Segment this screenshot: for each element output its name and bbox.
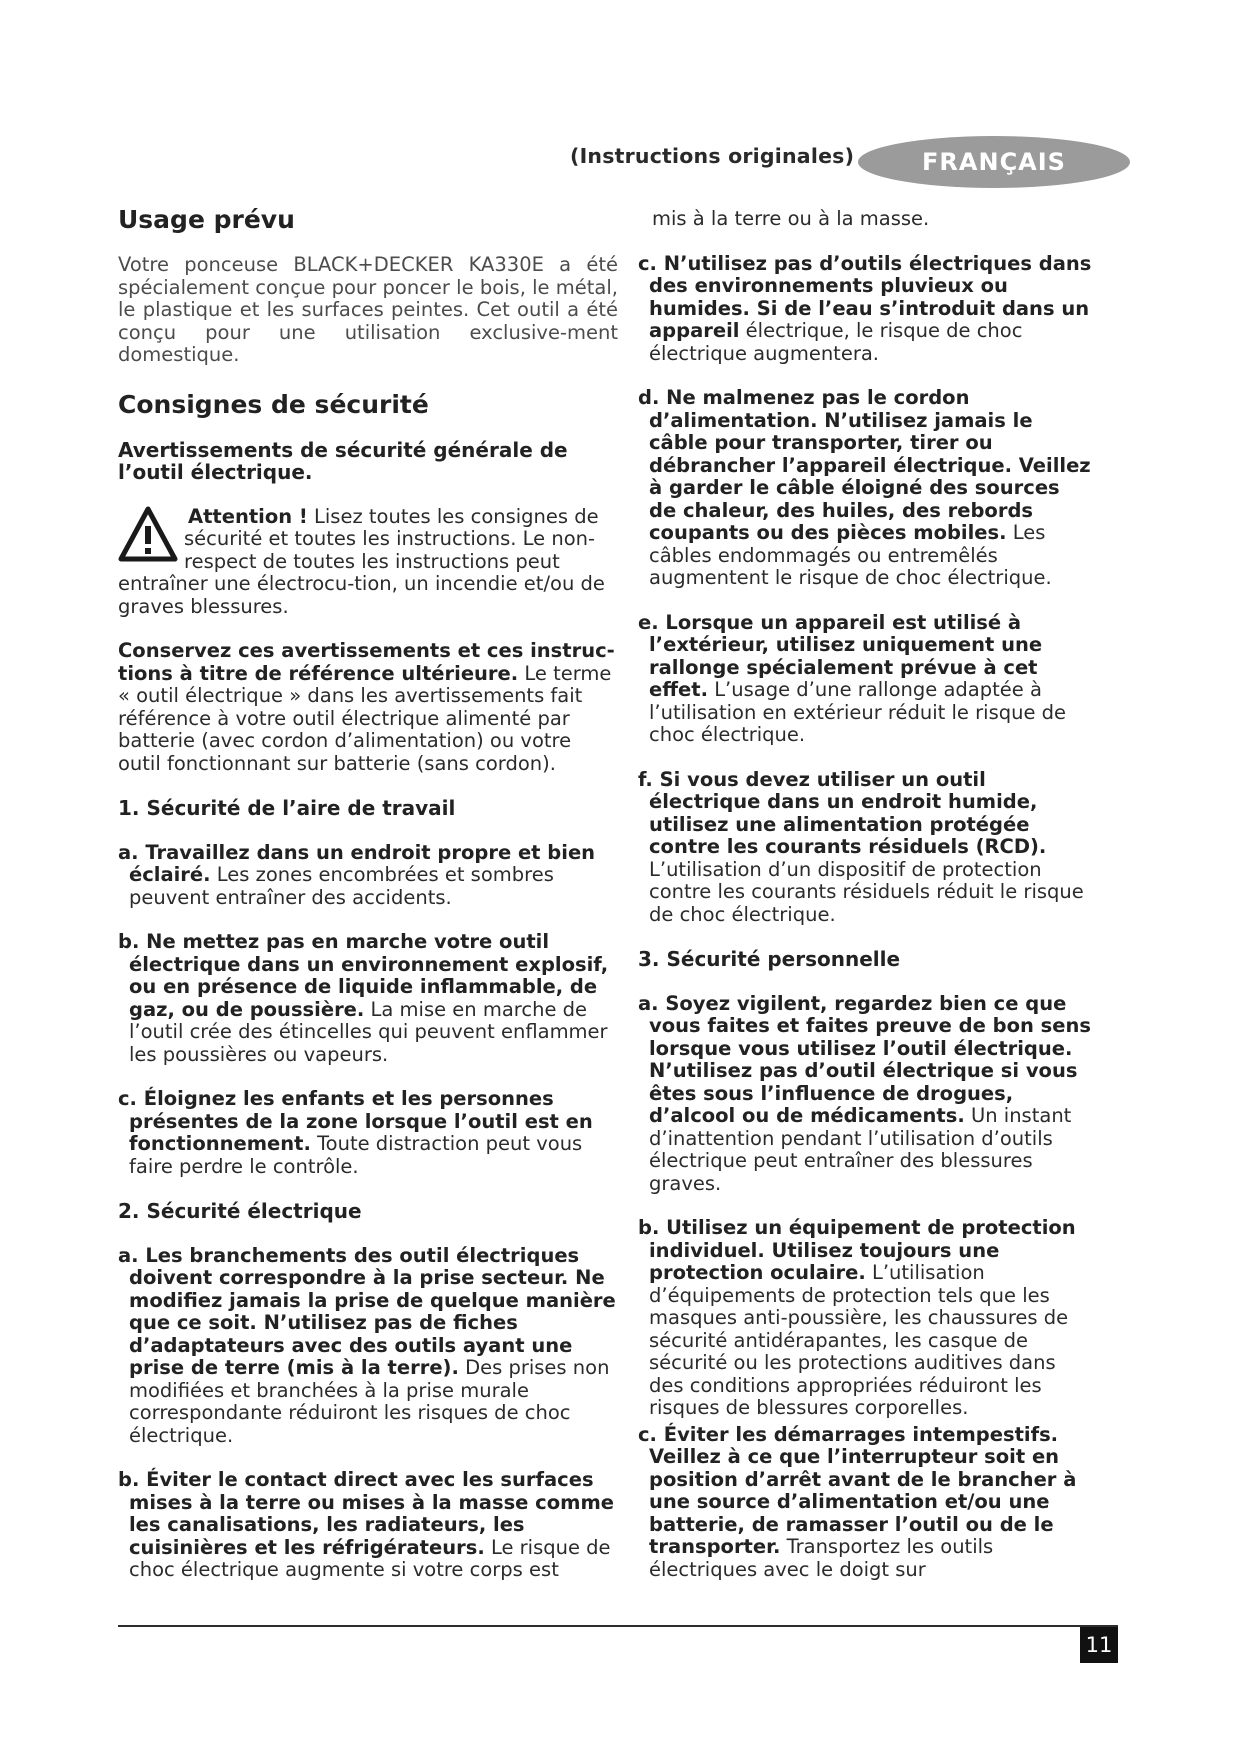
s2-item-e (638, 612, 1093, 747)
section-2-title: 2. Sécurité électrique (118, 1199, 362, 1223)
s1-item-b-text: La mise en marche de l’outil crée des étincelles qui peuvent enflammer les poussières ou vapeurs. (129, 997, 608, 1066)
s1-item-a-text: Les zones encombrées et sombres peuvent entraîner des accidents. (129, 863, 554, 909)
s3-item-a-text: Un instant d’inattention pendant l’utilisation d’outils électrique peut entraîner des blessures graves. (649, 1104, 1072, 1195)
s2-item-c-text: électrique, le risque de choc électrique augmentera. (649, 319, 1023, 365)
original-instructions-label: (Instructions originales) (570, 144, 855, 168)
general-warning-heading: Avertissements de sécurité générale de l’outil électrique. (118, 437, 568, 484)
s2-item-c (638, 253, 1093, 366)
s1-item-b (118, 931, 618, 1066)
s2-item-f (638, 769, 1093, 927)
warning-triangle-icon (118, 506, 178, 562)
s1-item-a (118, 842, 618, 910)
safety-title: Consignes de sécurité (118, 389, 429, 419)
s2-item-f-bold: f. Si vous devez utiliser un outil électrique dans un endroit humide, utilisez une alimentation protégée contre les courants résiduels (RCD). (638, 767, 1047, 858)
s3-item-b-bold: b. Utilisez un équipement de protection individuel. Utilisez toujours une protection oculaire. (638, 1216, 1076, 1284)
usage-text: Votre ponceuse BLACK+DECKER KA330E a été spécialement conçue pour poncer le bois, le métal, le plastique et les surfaces peintes. Cet outil a été conçu pour une utilisation exclusive-ment domestique. (118, 253, 618, 366)
attention-block (118, 506, 618, 619)
s2-item-d-text: Les câbles endommagés ou entremêlés augmentent le risque de choc électrique. (649, 521, 1052, 589)
s2-item-d-bold: d. Ne malmenez pas le cordon d’alimentation. N’utilisez jamais le câble pour transporter, tirer ou débrancher l’appareil électrique. Veillez à garder le câble éloigné des sources de chaleur, des huiles, des rebords coupants ou des pièces mobiles. (638, 386, 1091, 544)
left-column (118, 204, 618, 1582)
section-1-title: 1. Sécurité de l’aire de travail (118, 796, 456, 820)
s2-item-a (118, 1245, 618, 1448)
s2-item-d (638, 387, 1093, 590)
s3-item-a (638, 993, 1093, 1196)
s2-item-a-text: Des prises non modifiées et branchées à la prise murale correspondante réduiront les risques de choc électrique. (129, 1356, 610, 1447)
s2-item-e-bold: e. Lorsque un appareil est utilisé à l’extérieur, utilisez uniquement une rallonge spécialement prévue à cet effet. (638, 610, 1043, 701)
attention-text: Lisez toutes les consignes de sécurité et toutes les instructions. Le non-respect de toutes les instructions peut entraîner une électrocu-tion, un incendie et/ou de graves blessures. (118, 504, 605, 618)
s2-item-b-text: Le risque de choc électrique augmente si votre corps est (129, 1535, 611, 1581)
usage-title: Usage prévu (118, 205, 295, 234)
s1-item-c-bold: c. Éloignez les enfants et les personnes présentes de la zone lorsque l’outil est en fonctionnement. (118, 1087, 593, 1155)
attention-label: Attention ! (188, 504, 308, 528)
s3-item-c-text: Transportez les outils électriques avec le doigt sur (649, 1535, 994, 1581)
s2-item-c-bold: c. N’utilisez pas d’outils électriques dans des environnements pluvieux ou humides. Si de l’eau s’introduit dans un appareil (638, 251, 1092, 342)
page-number: 11 (1080, 1627, 1118, 1663)
s3-item-a-bold: a. Soyez vigilent, regardez bien ce que vous faites et faites preuve de bon sens lorsque vous utilisez l’outil électrique. N’utilisez pas d’outil électrique si vous êtes sous l’influence de drogues, d’alcool ou de médicaments. (638, 991, 1091, 1127)
s3-item-c-bold: c. Éviter les démarrages intempestifs. Veillez à ce que l’interrupteur soit en position d’arrêt avant de le brancher à une source d’alimentation et/ou une batterie, de ramasser l’outil ou de le transporter. (638, 1422, 1077, 1558)
keep-bold: Conservez ces avertissements et ces instruc-tions à titre de référence ultérieure. (118, 639, 615, 685)
s3-item-c (638, 1424, 1093, 1582)
s1-item-a-bold: a. Travaillez dans un endroit propre et bien éclairé. (118, 840, 596, 886)
keep-instructions (118, 640, 618, 775)
s1-item-c (118, 1088, 618, 1178)
page-header (570, 140, 1130, 184)
s2-item-b-bold: b. Éviter le contact direct avec les surfaces mises à la terre ou mises à la masse comme les canalisations, les radiateurs, les cuisinières et les réfrigérateurs. (118, 1468, 615, 1559)
s3-item-b (638, 1217, 1093, 1420)
footer-rule (118, 1625, 1118, 1627)
s2-item-f-text: L’utilisation d’un dispositif de protection contre les courants résiduels réduit le risque de choc électrique. (649, 857, 1084, 926)
s2-item-e-text: L’usage d’une rallonge adaptée à l’utilisation en extérieur réduit le risque de choc électrique. (649, 678, 1067, 746)
s3-item-b-text: L’utilisation d’équipements de protection tels que les masques anti-poussière, les chaussures de sécurité antidérapantes, les casque de sécurité ou les protections auditives dans des conditions appropriées réduiront les risques de blessures corporelles. (649, 1261, 1069, 1419)
keep-text: Le terme « outil électrique » dans les avertissements fait référence à votre outil électrique alimenté par batterie (avec cordon d’alimentation) ou votre outil fonctionnant sur batterie (sans cordon). (118, 661, 612, 775)
s2-item-a-bold: a. Les branchements des outil électriques doivent correspondre à la prise secteur. Ne modifiez jamais la prise de quelque manière que ce soit. N’utilisez pas de fiches d’adaptateurs avec des outils ayant une prise de terre (mis à la terre). (118, 1243, 616, 1379)
s1-item-c-text: Toute distraction peut vous faire perdre le contrôle. (129, 1132, 583, 1178)
right-column (638, 208, 1093, 1581)
s1-item-b-bold: b. Ne mettez pas en marche votre outil électrique dans un environnement explosif, ou en présence de liquide inflammable, de gaz, ou de poussière. (118, 930, 609, 1021)
s2-item-b-continued: mis à la terre ou à la masse. (652, 207, 930, 230)
s2-item-b (118, 1469, 618, 1582)
section-3-title: 3. Sécurité personnelle (638, 947, 901, 971)
language-tab: FRANÇAIS (858, 136, 1130, 188)
